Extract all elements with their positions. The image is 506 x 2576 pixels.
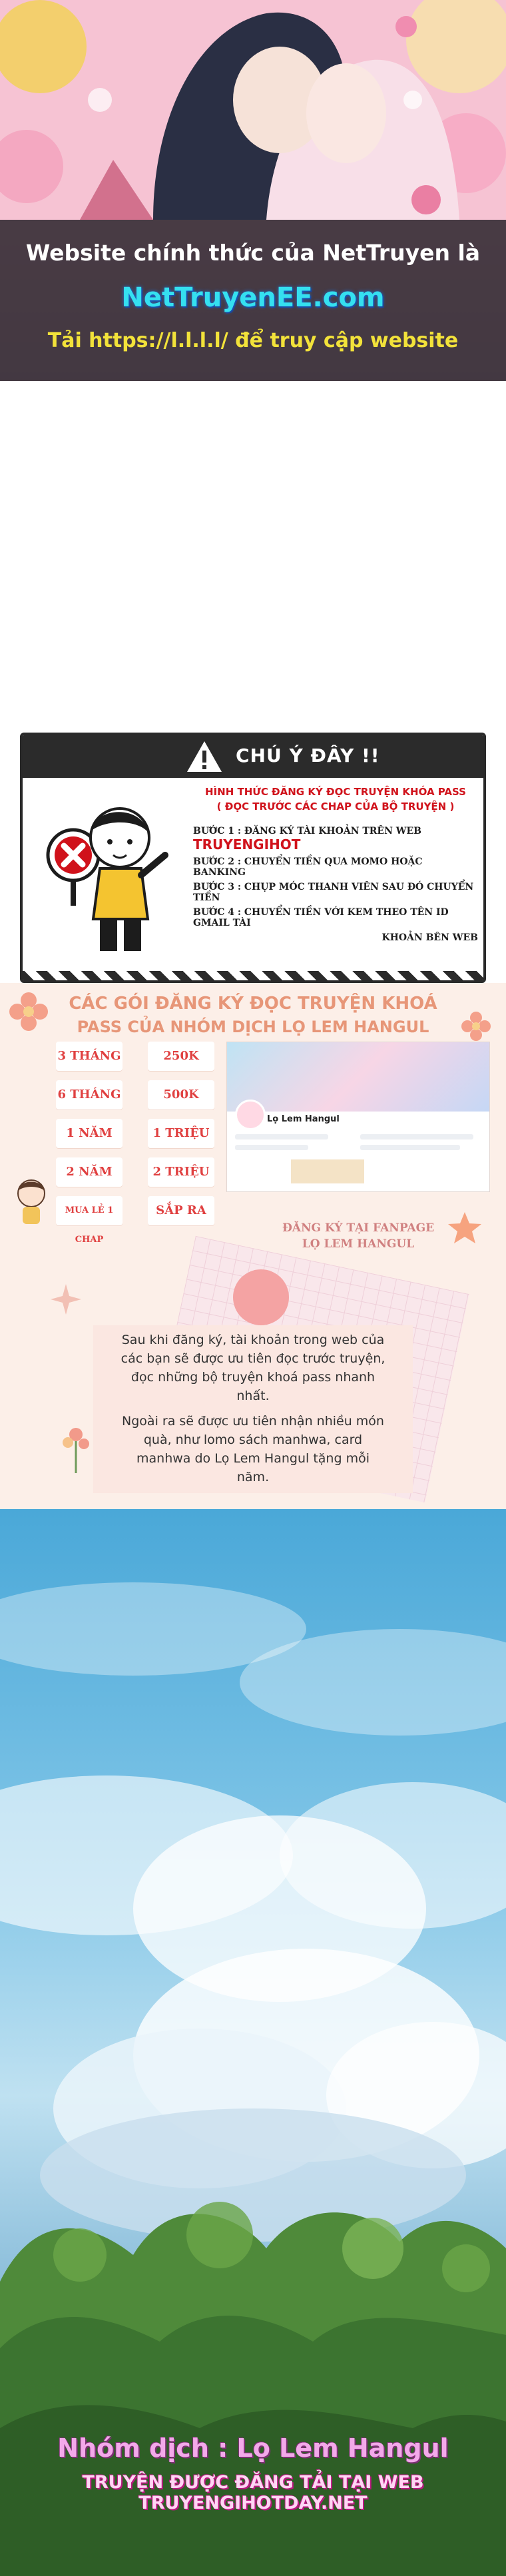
top-banner xyxy=(0,0,506,381)
flower-bouquet-icon xyxy=(56,1423,96,1476)
fanpage-info-row xyxy=(235,1145,308,1150)
banner-site-name[interactable]: NetTruyenEE.com xyxy=(121,282,385,313)
notice-header-title: CHÚ Ý ĐÂY !! xyxy=(236,745,380,767)
notice-step-2: BƯỚC 2 : CHUYỂN TIỀN QUA MOMO HOẶC BANKING xyxy=(193,856,423,878)
notice-step-1-highlight: TRUYENGIHOT xyxy=(193,836,301,852)
sky-scene xyxy=(0,1509,506,2576)
benefits-line: năm. xyxy=(236,1470,270,1484)
translation-group-credit: Nhóm dịch : Lọ Lem Hangul xyxy=(57,2433,449,2463)
fanpage-info-row xyxy=(360,1134,473,1139)
package-duration: 3 THÁNG xyxy=(56,1042,123,1071)
packages-heading-line1: CÁC GÓI ĐĂNG KÝ ĐỌC TRUYỆN KHOÁ xyxy=(69,994,437,1014)
packages-heading-line2: PASS CỦA NHÓM DỊCH LỌ LEM HANGUL xyxy=(77,1018,429,1036)
sky-clouds-illustration xyxy=(0,1509,506,2576)
benefits-line: manhwa do Lọ Lem Hangul tặng mỗi xyxy=(136,1451,370,1466)
chibi-character-illustration xyxy=(9,1176,53,1229)
notice-step-1 xyxy=(193,826,478,852)
benefits-line: quà, như lomo sách manhwa, card xyxy=(143,1433,363,1447)
benefits-line: đọc những bộ truyện khoá pass nhanh xyxy=(130,1370,376,1385)
notice-step-4-continued: KHOẢN BÊN WEB xyxy=(381,932,478,943)
package-price: 500K xyxy=(148,1080,214,1110)
fanpage-screenshot[interactable] xyxy=(226,1042,490,1192)
package-price: 1 TRIỆU xyxy=(148,1119,214,1148)
notice-title-line1: HÌNH THỨC ĐĂNG KÝ ĐỌC TRUYỆN KHÓA PASS xyxy=(205,786,466,798)
package-price: 2 TRIỆU xyxy=(148,1157,214,1187)
benefits-line: nhất. xyxy=(236,1389,270,1403)
fanpage-caption-line2: LỌ LEM HANGUL xyxy=(302,1237,415,1251)
fanpage-info-row xyxy=(235,1134,328,1139)
notice-section xyxy=(20,733,486,983)
benefits-line: Sau khi đăng ký, tài khoản trong web của xyxy=(121,1333,385,1347)
sparkle-icon xyxy=(49,1283,83,1316)
notice-step-3: BƯỚC 3 : CHỤP MÓC THANH VIÊN SAU ĐÓ CHUYỂN TIỀN xyxy=(193,882,474,903)
stop-sign-kid-illustration xyxy=(41,794,181,962)
banner-illustration xyxy=(0,0,506,220)
package-duration: 2 NĂM xyxy=(56,1157,123,1187)
package-duration: MUA LẺ 1 CHAP xyxy=(56,1196,123,1225)
fanpage-caption-line1: ĐĂNG KÝ TẠI FANPAGE xyxy=(282,1221,435,1235)
benefits-line: các bạn sẽ được ưu tiên đọc trước truyện, xyxy=(121,1351,385,1366)
banner-official-site-text: Website chính thức của NetTruyen là xyxy=(25,240,481,266)
banner-download-text: Tải https://l.l.l.l/ để truy cập website xyxy=(47,329,459,352)
notice-title-line2: ( ĐỌC TRƯỚC CÁC CHAP CỦA BỘ TRUYỆN ) xyxy=(216,801,455,812)
fanpage-thumbnails xyxy=(291,1159,364,1183)
notice-step-4: BƯỚC 4 : CHUYỂN TIỀN VỚI KEM THEO TÊN ID GMAIL TÀI xyxy=(193,907,449,928)
benefits-line: Ngoài ra sẽ được ưu tiên nhận nhiều món xyxy=(122,1414,384,1429)
notice-box xyxy=(20,733,486,983)
package-price: SẮP RA xyxy=(148,1196,214,1225)
package-duration: 1 NĂM xyxy=(56,1119,123,1148)
notice-steps xyxy=(193,826,478,947)
fanpage-name: Lọ Lem Hangul xyxy=(267,1114,340,1124)
fanpage-cover xyxy=(227,1042,489,1112)
fanpage-info-row xyxy=(360,1145,460,1150)
avatar xyxy=(235,1100,266,1130)
package-price: 250K xyxy=(148,1042,214,1071)
notice-step-1-text: BƯỚC 1 : ĐĂNG KÝ TÀI KHOẢN TRÊN WEB xyxy=(193,826,421,836)
package-duration: 6 THÁNG xyxy=(56,1080,123,1110)
hazard-stripe xyxy=(23,971,483,980)
publishing-site-credit: TRUYỆN ĐƯỢC ĐĂNG TẢI TẠI WEB TRUYENGIHOTDAY.NET xyxy=(82,2472,424,2513)
packages-section xyxy=(0,983,506,1509)
warning-icon xyxy=(185,739,224,774)
notice-header xyxy=(23,735,483,778)
circle-decoration xyxy=(233,1269,289,1325)
